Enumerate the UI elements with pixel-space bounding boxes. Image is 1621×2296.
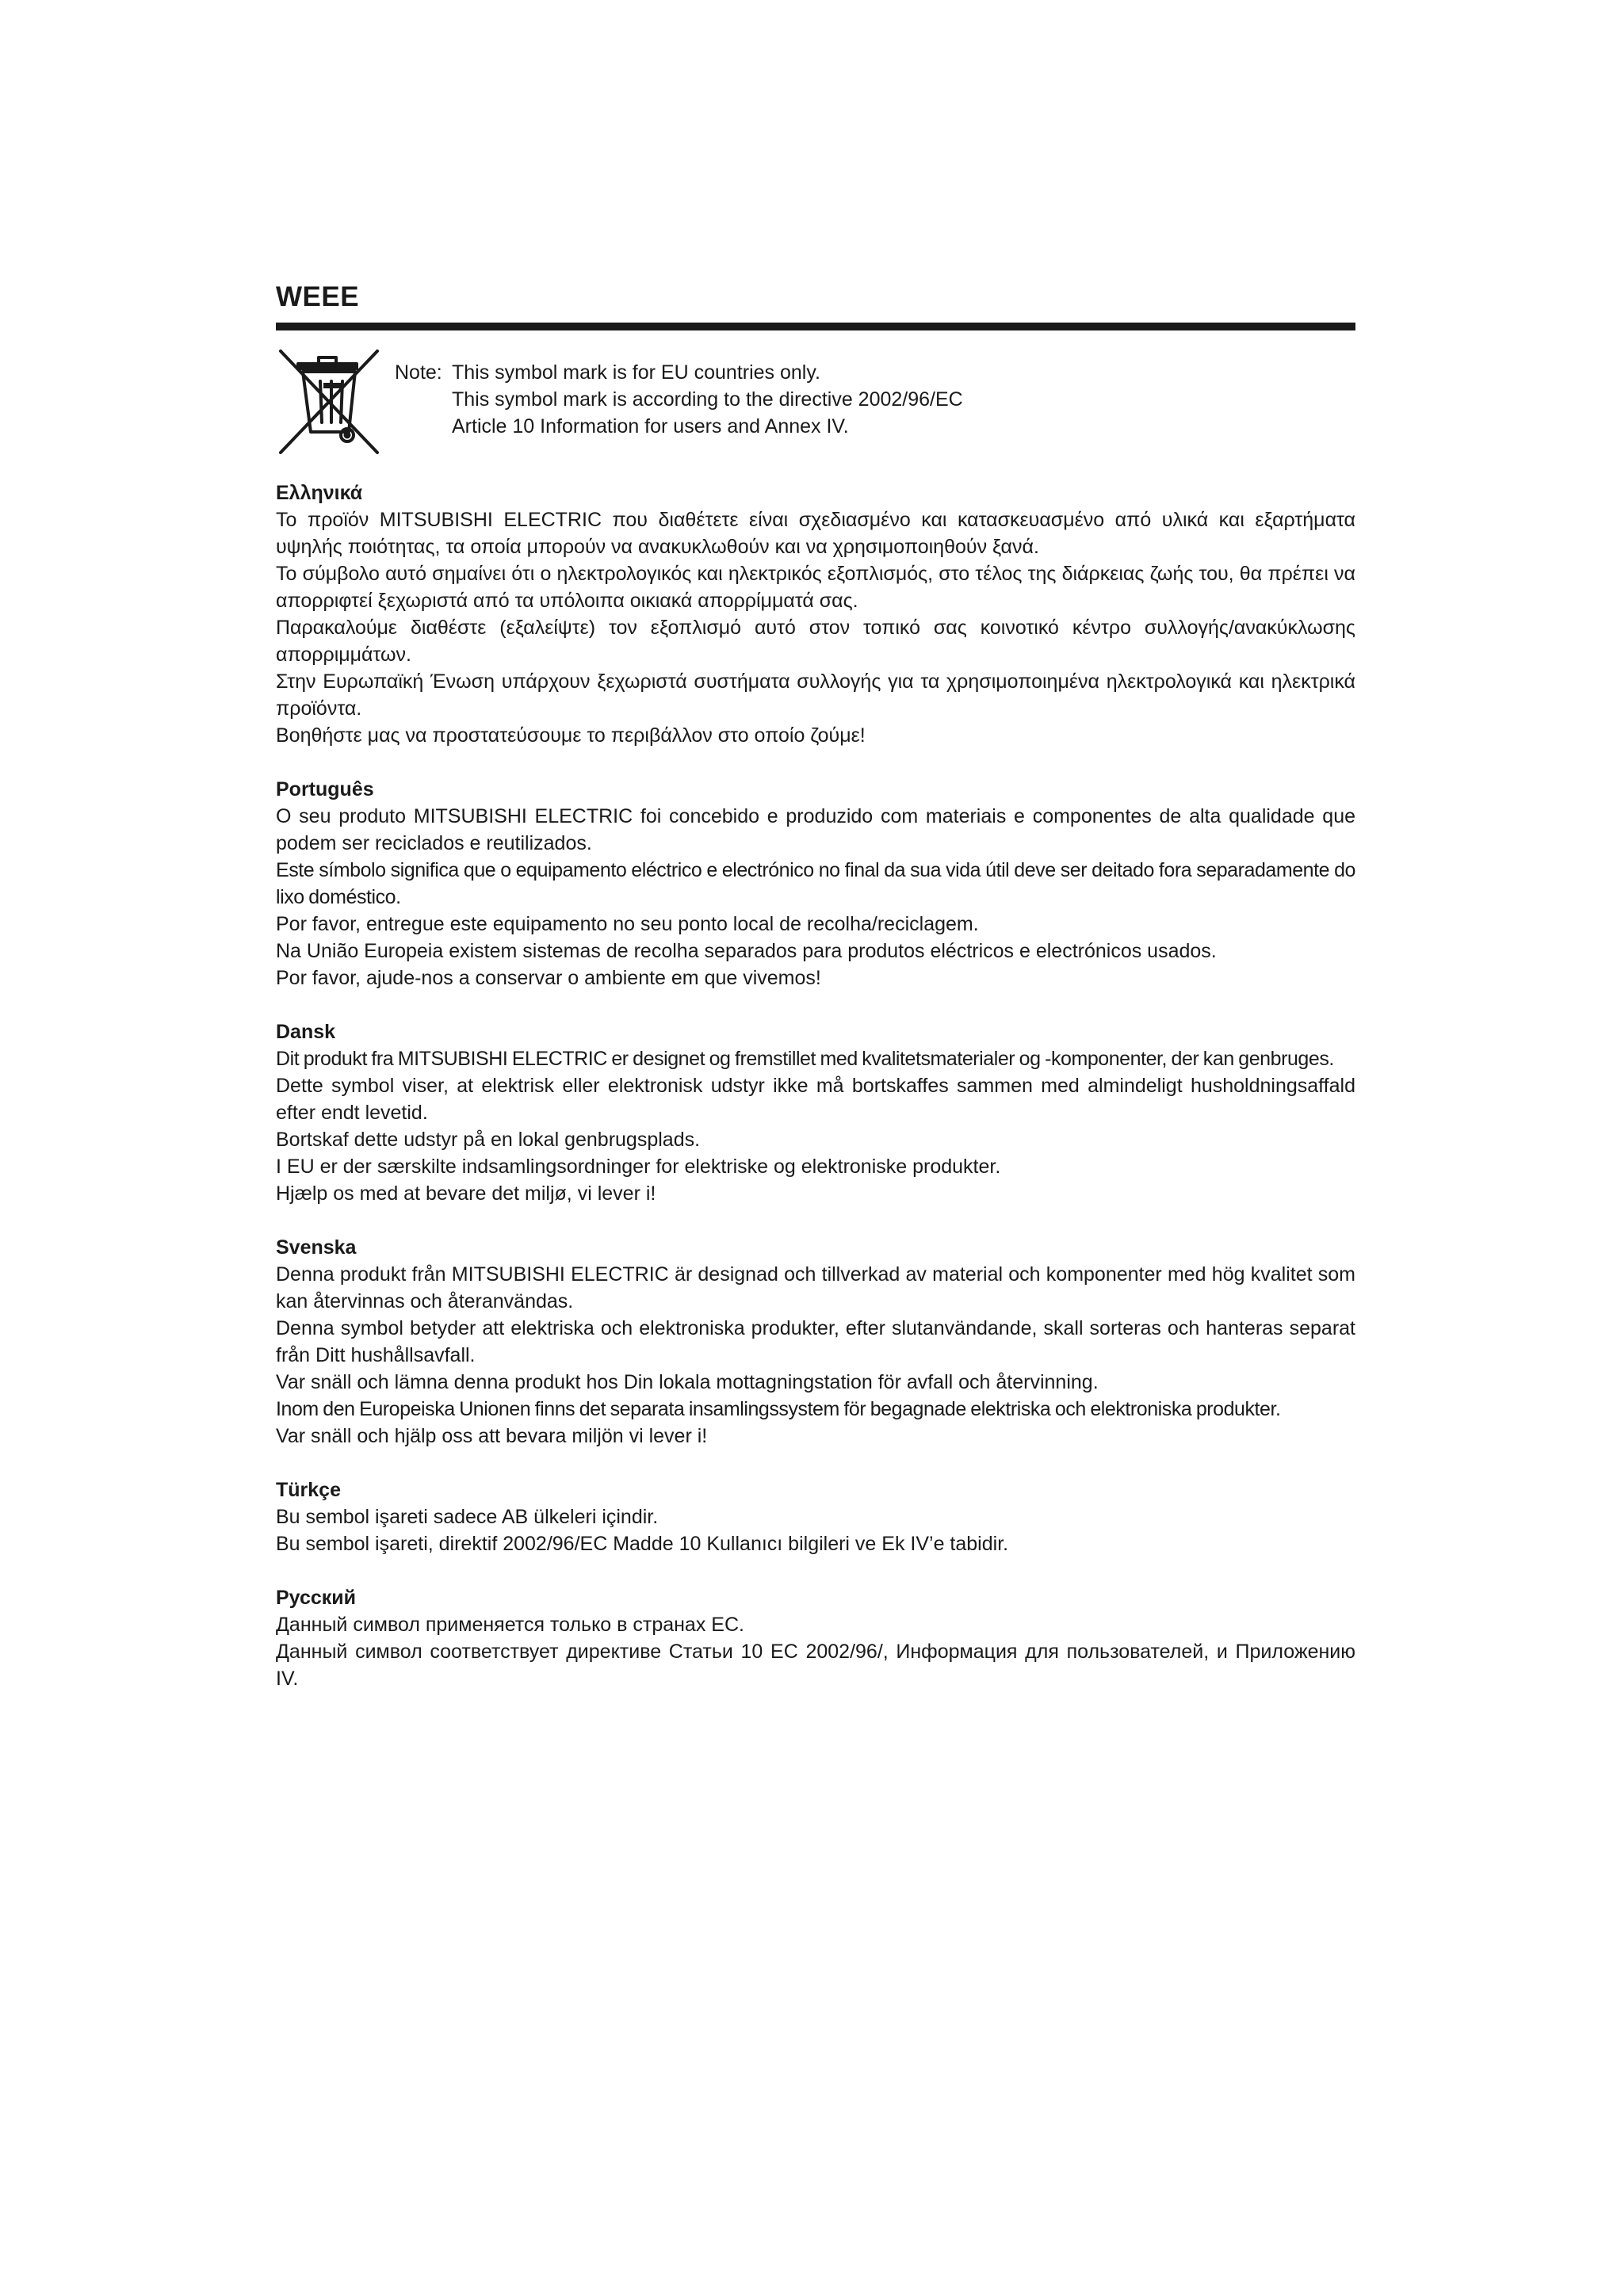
page-title: WEEE: [276, 281, 360, 312]
language-heading: Dansk: [276, 1021, 336, 1043]
paragraph: Bu sembol işareti, direktif 2002/96/EC Madde 10 Kullanıcı bilgileri ve Ek IV’e tabidir.: [276, 1533, 1009, 1555]
paragraph: Bortskaf dette udstyr på en lokal genbrugsplads.: [276, 1129, 701, 1151]
section-danish: [276, 1018, 1355, 1207]
paragraph: Данный символ применяется только в странах ЕС.: [276, 1614, 744, 1636]
paragraph: Inom den Europeiska Unionen finns det separata insamlingssystem för begagnade elektriska och elektroniska produkter.: [276, 1398, 1281, 1420]
note-line: This symbol mark is for EU countries only.: [452, 361, 820, 384]
section-swedish: [276, 1234, 1355, 1450]
section-russian: [276, 1584, 1355, 1692]
paragraph: Dit produkt fra MITSUBISHI ELECTRIC er designet og fremstillet med kvalitetsmaterialer og -komponenter, der kan genbruges.: [276, 1048, 1334, 1070]
title-rule: [276, 323, 1355, 330]
language-heading: Türkçe: [276, 1479, 341, 1501]
paragraph: Данный символ соответствует директиве Статьи 10 ЕС 2002/96/, Информация для пользователей, и Приложению IV.: [276, 1641, 1355, 1690]
language-heading: Ελληνικά: [276, 482, 363, 504]
section-portuguese: [276, 776, 1355, 991]
paragraph: Παρακαλούμε διαθέστε (εξαλείψτε) τον εξοπλισμό αυτό στον τοπικό σας κοινοτικό κέντρο συλλογής/ανακύκλωσης απορριμμάτων.: [276, 617, 1355, 666]
paragraph: Βοηθήστε μας να προστατεύσουμε το περιβάλλον στο οποίο ζούμε!: [276, 724, 866, 747]
paragraph: Por favor, entregue este equipamento no seu ponto local de recolha/reciclagem.: [276, 913, 979, 935]
crossed-out-wheelie-bin-icon: [276, 346, 383, 457]
language-heading: Русский: [276, 1587, 357, 1609]
paragraph: Στην Ευρωπαϊκή Ένωση υπάρχουν ξεχωριστά συστήματα συλλογής για τα χρησιμοποιημένα ηλεκτρολογικά και ηλεκτρικά προϊόντα.: [276, 670, 1355, 720]
note-lines: [452, 359, 963, 440]
paragraph: I EU er der særskilte indsamlingsordninger for elektriske og elektroniske produkter.: [276, 1156, 1001, 1178]
note-line: This symbol mark is according to the directive 2002/96/EC: [452, 388, 963, 411]
paragraph: Na União Europeia existem sistemas de recolha separados para produtos eléctricos e electrónicos usados.: [276, 940, 1217, 962]
section-greek: [276, 479, 1355, 749]
section-turkish: [276, 1477, 1355, 1557]
note-label: Note:: [395, 361, 442, 384]
document-page: [276, 281, 1355, 1692]
paragraph: Bu sembol işareti sadece AB ülkeleri içindir.: [276, 1506, 659, 1528]
paragraph: Var snäll och lämna denna produkt hos Din lokala mottagningstation för avfall och återvinning.: [276, 1371, 1099, 1393]
paragraph: Dette symbol viser, at elektrisk eller elektronisk udstyr ikke må bortskaffes sammen med almindeligt husholdningsaffald efter endt levetid.: [276, 1075, 1355, 1124]
paragraph: Το σύμβολο αυτό σημαίνει ότι ο ηλεκτρολογικός και ηλεκτρικός εξοπλισμός, στο τέλος της διάρκειας ζωής του, θα πρέπει να απορριφτεί ξεχωριστά από τα υπόλοιπα οικιακά απορρίμματά σας.: [276, 563, 1355, 612]
paragraph: Este símbolo significa que o equipamento eléctrico e electrónico no final da sua vida útil deve ser deitado fora separadamente do lixo doméstico.: [276, 859, 1355, 908]
note-block: [276, 346, 1355, 449]
paragraph: Por favor, ajude-nos a conservar o ambiente em que vivemos!: [276, 967, 821, 989]
language-heading: Português: [276, 778, 374, 800]
paragraph: Denna produkt från MITSUBISHI ELECTRIC är designad och tillverkad av material och komponenter med hög kvalitet som kan återvinnas och återanvändas.: [276, 1263, 1355, 1312]
language-heading: Svenska: [276, 1236, 357, 1259]
paragraph: Var snäll och hjälp oss att bevara miljön vi lever i!: [276, 1425, 708, 1447]
paragraph: O seu produto MITSUBISHI ELECTRIC foi concebido e produzido com materiais e componentes de alta qualidade que podem ser reciclados e reutilizados.: [276, 805, 1355, 854]
language-sections: [276, 479, 1355, 1692]
paragraph: Το προϊόν MITSUBISHI ELECTRIC που διαθέτετε είναι σχεδιασμένο και κατασκευασμένο από υλικά και εξαρτήματα υψηλής ποιότητας, τα οποία μπορούν να ανακυκλωθούν και να χρησιμοποιηθούν ξανά.: [276, 509, 1355, 558]
paragraph: Hjælp os med at bevare det miljø, vi lever i!: [276, 1182, 656, 1205]
paragraph: Denna symbol betyder att elektriska och elektroniska produkter, efter slutanvändande, skall sorteras och hanteras separat från Ditt hushållsavfall.: [276, 1317, 1355, 1366]
note-line: Article 10 Information for users and Annex IV.: [452, 415, 849, 437]
